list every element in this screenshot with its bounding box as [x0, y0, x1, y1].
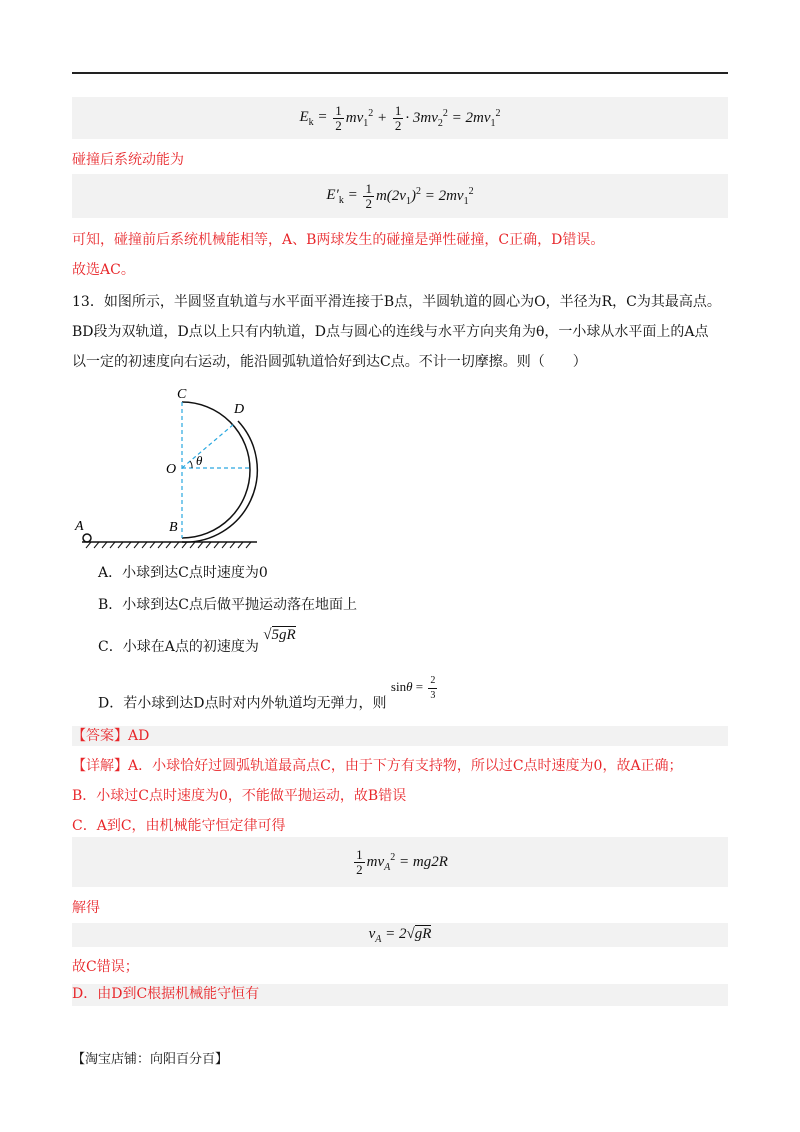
- label-theta: θ: [196, 453, 203, 468]
- label-o: O: [166, 462, 177, 477]
- detail-a: 【详解】A．小球恰好过圆弧轨道最高点C，由于下方有支持物，所以过C点时速度为0，故A正确；: [72, 758, 683, 774]
- equation-energy: $\frac{1}{2}$ $mv_A^2 = mg2R$: [72, 837, 728, 887]
- option-d: [98, 675, 439, 719]
- question-line-2: BD段为双轨道，D点以上只有内轨道，D点与圆心的连线与水平方向夹角为θ，一小球从水平面上的A点: [72, 324, 709, 340]
- footer-shop: 【淘宝店铺：向阳百分百】: [72, 1052, 229, 1067]
- option-c: [98, 627, 296, 657]
- theta-arc: [190, 461, 192, 468]
- label-b: B: [169, 520, 178, 535]
- outer-track: [182, 421, 257, 542]
- sqrt-5gr: √5gR: [263, 627, 296, 643]
- label-a: A: [75, 519, 84, 534]
- option-c-text: C．小球在A点的初速度为: [98, 639, 259, 655]
- label-d: D: [234, 402, 245, 417]
- semicircle-track-figure: [72, 380, 272, 550]
- conclusion-text: 可知，碰撞前后系统机械能相等，A、B两球发生的碰撞是弹性碰撞，C正确，D错误。: [72, 232, 605, 248]
- option-d-text: D．若小球到达D点时对内外轨道均无弹力，则: [98, 695, 387, 712]
- after-collision-label: 碰撞后系统动能为: [72, 152, 184, 168]
- question-line-3: 以一定的初速度向右运动，能沿圆弧轨道恰好到达C点。不计一切摩擦。则（ ）: [72, 354, 587, 370]
- answer-label: 【答案】AD: [72, 726, 728, 746]
- label-c: C: [177, 387, 187, 402]
- detail-d: D．由D到C根据机械能守恒有: [72, 984, 728, 1006]
- option-b: B．小球到达C点后做平抛运动落在地面上: [98, 597, 357, 613]
- detail-b: B．小球过C点时速度为0，不能做平抛运动，故B错误: [72, 788, 407, 804]
- top-rule: [72, 72, 728, 74]
- option-a: A．小球到达C点时速度为0: [98, 565, 268, 581]
- choice-text: 故选AC。: [72, 262, 135, 278]
- detail-c: C．A到C，由机械能守恒定律可得: [72, 818, 286, 834]
- equation-ek: $E_k$ = $\frac{1}{2}$ $mv_1^2$ + $\frac{1}{2}$ · $3mv_2^2 = 2mv_1^2$: [72, 97, 728, 139]
- ball-a: [83, 534, 91, 542]
- ground-hatch: [86, 542, 251, 548]
- equation-va: $v_A = 2√gR$: [72, 923, 728, 947]
- sin-theta-eq: sinθ = $\frac{2}{3}$: [390, 675, 436, 701]
- solve-label: 解得: [72, 900, 100, 916]
- equation-ek-prime: $E'_k$ = $\frac{1}{2}$ $m(2v_1)^2 = 2mv_1^2$: [72, 174, 728, 218]
- question-line-1: 13．如图所示，半圆竖直轨道与水平面平滑连接于B点，半圆轨道的圆心为O，半径为R，C为其最高点。: [72, 294, 721, 310]
- c-wrong: 故C错误；: [72, 959, 139, 975]
